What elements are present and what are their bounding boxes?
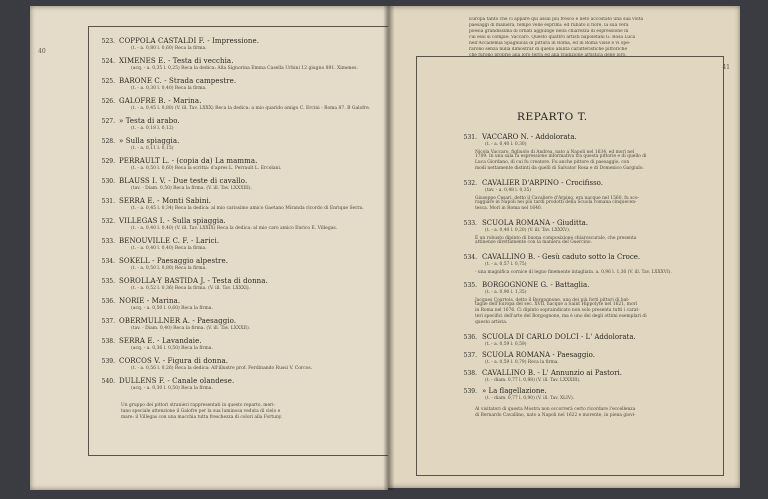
entry-note: (t. - a. 0,50 l. 0,60) Reca la scritta: d'apres L. Perrault L. Ercolani. xyxy=(131,166,282,171)
entry-note: (t. - a. 0,57 l. 0,75) xyxy=(485,262,527,267)
closing-line: tano speciale attenzione il Galofre per la sua luminosa veduta di cielo e xyxy=(121,409,281,414)
closing-line: di Bernardo Cavallino, nato a Napoli nel 1622 e morente, in piena giovi- xyxy=(475,413,636,418)
entry-number: 532. xyxy=(463,180,477,187)
catalog-entry xyxy=(89,317,407,325)
entry-note: (t. - diam. 0,77 l. 0,90) (V. ill. Tav. XLIV). xyxy=(485,396,575,401)
entry-note: (t. - a. 0,45 l. 0,34) Reca la dedica: al mio carissimo amico Gaetano Miranda ricordo di Enrique Serra. xyxy=(131,206,364,211)
catalog-entry xyxy=(89,277,407,285)
entry-title: COPPOLA CASTALDI F. - Impressione. xyxy=(119,37,260,45)
entry-description-line: tesca. Morì in Roma nel 1640. xyxy=(475,206,543,211)
entry-number: 534. xyxy=(463,254,477,261)
entry-note: (t. - a. 0,56 l. 0,26) Reca la dedica: All'illustre prof. Ferdinando Russi V. Corcos. xyxy=(131,366,313,371)
entry-note: (t. - a. 0,40 l. 0,30) xyxy=(485,142,527,147)
entry-description-line: questo artista. xyxy=(475,320,508,325)
catalog-entry xyxy=(417,351,723,359)
entry-title: CORCOS V. - Figura di donna. xyxy=(119,357,229,365)
entry-number: 523. xyxy=(101,38,115,45)
closing-line: mare: il Villegas con una macchia tutta freschezza di colori alla Fortuny. xyxy=(121,415,283,420)
catalog-entry xyxy=(417,281,723,289)
catalog-entry xyxy=(417,133,723,141)
entry-number: 536. xyxy=(463,334,477,341)
entry-title: BARONE C. - Strada campestre. xyxy=(119,77,237,85)
entry-number: 537. xyxy=(463,352,477,359)
entry-note: (t. - a. 0,30 l. 0,40) Reca la firma. xyxy=(131,86,207,91)
entry-title: SERRA E. - Lavandaie. xyxy=(119,337,202,345)
entry-note: (t. - diam. 0,77 l. 0,98) (V. ill. Tav. LXXXIII). xyxy=(485,378,581,383)
entry-note: (acq. - a. 0,30 l. 0,50) Reca la firma. xyxy=(131,386,213,391)
left-page-number: 40 xyxy=(38,48,46,55)
entry-title: CAVALLINO B. - Gesù caduto sotto la Croce. xyxy=(482,253,641,261)
catalog-entry xyxy=(89,57,407,65)
entry-note: (tav. - Diam. 0,40) Reca la firma. (V. ill. Tav. LXXXII). xyxy=(131,326,251,331)
entry-number: 539. xyxy=(101,358,115,365)
entry-number: 535. xyxy=(101,278,115,285)
catalog-entry xyxy=(417,219,723,227)
entry-note: (t. - a. 0,45 l. 0,80) (V. ill. Tav. LXXX) Reca la dedica: a mio quarido amigo C. Ercini - Roma 87. B Galofre. xyxy=(131,106,371,111)
entry-note: (t. - a. 0,50 l. 0,80) Reca la firma. xyxy=(131,266,207,271)
section-title: REPARTO T. xyxy=(517,111,588,123)
entry-title: CAVALIER D'ARPINO - Crocifisso. xyxy=(482,179,603,187)
entry-description-line: È un robusto dipinto di buona composizione chiaroscurale, che presenta xyxy=(475,236,637,241)
entry-number: 535. xyxy=(463,282,477,289)
entry-description-line: Luca Giordano, di cui fu creatore. Fu anche pittore di paesaggio, con xyxy=(475,160,630,165)
entry-note: (acq. - a. 0,35 l. 0,25) Reca la dedica: Alla Signorina Emma Casella Urbini 12 giugno 891. Ximenes. xyxy=(131,66,358,71)
entry-number: 524. xyxy=(101,58,115,65)
catalog-entry xyxy=(89,137,407,145)
entry-note: (t. - a. 0,80 l. 0,60) Reca la firma. xyxy=(131,46,207,51)
entry-description-line: Nicola Vaccaro, figliuolo di Andrea, nato a Napoli nel 1634, ed morì nel xyxy=(475,150,635,155)
entry-title: SERRA E. - Monti Sabini. xyxy=(119,197,212,205)
entry-note: (t. - a. 0,59 l. 0,59) xyxy=(485,342,527,347)
entry-title: » Testa di arabo. xyxy=(119,117,180,125)
closing-line: Al visitatori di questa Mostra non occorrerà certo ricordare l'eccellenza xyxy=(475,407,636,412)
catalog-entry xyxy=(89,357,407,365)
entry-number: 527. xyxy=(101,118,115,125)
catalog-entry xyxy=(89,37,407,45)
left-page-frame xyxy=(88,26,408,456)
catalog-entry xyxy=(89,77,407,85)
catalog-entry xyxy=(89,257,407,265)
right-page-number: 41 xyxy=(722,64,730,71)
entry-note: (t. - a. 0,40 l. 0,20) (V. ill. Tav. LXXXV). xyxy=(485,228,571,233)
entry-title: DULLENS F. - Canale olandese. xyxy=(119,377,235,385)
entry-number: 533. xyxy=(101,238,115,245)
entry-description-line: taglie dell'Europa del sec. XVII, nacque a Saint Hippolyte nel 1621, morì xyxy=(475,302,638,307)
entry-note: (t. - a. 0,18 l. 0,12) xyxy=(131,126,174,131)
entry-number: 533. xyxy=(463,220,477,227)
entry-title: XIMENES E. - Testa di vecchia. xyxy=(119,57,234,65)
intro-line: poesia grandissima di ornati aggiunge nella chiarezza di espressione in xyxy=(469,29,629,34)
entry-title: SOKELL - Paesaggio alpestre. xyxy=(119,257,229,265)
entry-number: 537. xyxy=(101,318,115,325)
entry-number: 531. xyxy=(463,134,477,141)
catalog-entry xyxy=(89,117,407,125)
catalog-entry xyxy=(417,179,723,187)
entry-note: (tav. - a. 0,48 l. 0,35) xyxy=(485,188,531,193)
entry-description-line: 1709. In una sala fu espressione informativa tra questa pittorie e di quello di xyxy=(475,154,647,159)
entry-title: PERRAULT L. - (copia da) La mamma. xyxy=(119,157,258,165)
entry-number: 534. xyxy=(101,258,115,265)
entry-note: (t. - a. 0,59 l. 0,79) Reca la firma. xyxy=(485,360,559,365)
entry-title: VACCARO N. - Addolorata. xyxy=(482,133,577,141)
closing-line: Un gruppo dei pittori stranieri rappresentati in questo reparto, meri- xyxy=(121,403,276,408)
catalog-entry xyxy=(89,337,407,345)
intro-line: Europa tanto che ci appare qui assai più fresco e lieto accostato una sua volta xyxy=(469,17,644,22)
entry-description-line: raggiare in Napoli nei più tardi prodotti della Scuola romana cinquecen- xyxy=(475,200,637,205)
entry-title: OBERMULLNER A. - Paesaggio. xyxy=(119,317,237,325)
entry-title: BENOUVILLE C. F. - Larici. xyxy=(119,237,220,245)
intro-line: nell'Accademia Spagnuola di pittura in Roma, ed in Roma visse e vi ope- xyxy=(469,41,631,46)
entry-number: 530. xyxy=(101,178,115,185)
entry-number: 538. xyxy=(463,370,477,377)
entry-description-line: in Roma nel 1676. Ci dipinto sopraindicato non solo presenta tutti i carat- xyxy=(475,308,640,313)
catalog-entry xyxy=(89,157,407,165)
intro-line: che furono proprie alla loro terra ed alla tradizione artistica delle loro. xyxy=(469,53,627,58)
catalog-entry xyxy=(89,97,407,105)
entry-title: SCUOLA ROMANA - Paesaggio. xyxy=(482,351,595,359)
catalog-entry xyxy=(89,217,407,225)
book-gutter xyxy=(384,6,394,490)
entry-number: 526. xyxy=(101,98,115,105)
catalog-entry xyxy=(89,297,407,305)
right-page-frame xyxy=(416,17,724,476)
entry-description-line: - una magnifica cornice di legno finemente intagliata. a. 0,96 l. 1,36 (V. ill. Tav. LXXXVI). xyxy=(475,270,672,275)
entry-number: 532. xyxy=(101,218,115,225)
entry-note: (t. - a. 0,52 l. 0,36) Reca la firma. (V. ill. Tav. LXXXI). xyxy=(131,286,251,291)
entry-title: CAVALLINO B. - L' Annunzio ai Pastori. xyxy=(482,369,622,377)
entry-title: BLAUSS I. V. - Due teste di cavallo. xyxy=(119,177,248,185)
entry-number: 525. xyxy=(101,78,115,85)
catalog-entry xyxy=(417,369,723,377)
entry-number: 540. xyxy=(101,378,115,385)
entry-title: SCUOLA DI CARLO DOLCI - L' Addolorata. xyxy=(482,333,636,341)
entry-number: 529. xyxy=(101,158,115,165)
entry-description-line: teri specifici dell'arte del Borgognone, ma è uno dei degli ottimi esemplari di xyxy=(475,314,647,319)
entry-number: 528. xyxy=(101,138,115,145)
entry-title: BORGOGNONE G. - Battaglia. xyxy=(482,281,590,289)
entry-note: (tav. - Diam. 0,50) Reca la firma. (V. ill. Tav. LXXXIII). xyxy=(131,186,252,191)
entry-number: 539. xyxy=(463,388,477,395)
entry-title: » Sulla spiaggia. xyxy=(119,137,180,145)
catalog-entry xyxy=(417,333,723,341)
entry-note: (acq. - a. 0,50 l. 0,60) Reca la firma. xyxy=(131,306,213,311)
catalog-entry xyxy=(89,197,407,205)
left-closing-paragraph xyxy=(121,403,282,421)
entry-description-line: Giuseppe Cesari, detto il Cavaliere d'Arpino, era nacque nel 1560, fu sco- xyxy=(475,196,639,201)
entry-title: GALOFRE B. - Marina. xyxy=(119,97,202,105)
entry-title: NORIE - Marina. xyxy=(119,297,181,305)
right-closing-paragraph xyxy=(475,407,636,419)
entry-description-line: attinenze direttamente con la maniera del Guercino. xyxy=(475,240,592,245)
entry-description-line: Jacques Courtois, detto il Borgognone, uno dei più forti pittori di bat- xyxy=(475,298,630,303)
right-page xyxy=(388,6,740,488)
entry-note: (t. - a. 0,40 l. 0,40) Reca la firma. xyxy=(131,246,207,251)
intro-line: rarono senza nulla dimostrar di quello abilità caratteristiche pittoriche xyxy=(469,47,628,52)
entry-note: (t. - a. 0,11 l. 0,15) xyxy=(131,146,174,151)
catalog-entry xyxy=(89,377,407,385)
entry-note: (t. - a. 0,90 l. 1,35) xyxy=(485,290,527,295)
entry-number: 531. xyxy=(101,198,115,205)
left-page xyxy=(30,6,388,490)
catalog-entry xyxy=(89,237,407,245)
intro-line: paesaggi di maniera, tempo velle esprimi: ed rubato il fiore, la sua vera xyxy=(469,23,629,28)
catalog-entry xyxy=(89,177,407,185)
entry-number: 536. xyxy=(101,298,115,305)
entry-title: SCUOLA ROMANA - Giuditta. xyxy=(482,219,589,227)
entry-note: (acq. - a. 0,36 l. 0,50) Reca la firma. xyxy=(131,346,213,351)
right-intro-paragraph xyxy=(469,17,684,59)
entry-title: VILLEGAS I. - Sulla spiaggia. xyxy=(119,217,226,225)
entry-number: 538. xyxy=(101,338,115,345)
entry-note: (t. - a. 0,40 l. 0,40) (V. ill. Tav. LXXIX) Reca la dedica: al mio caro amico Enrico E. Villegas. xyxy=(131,226,338,231)
entry-title: » La flagellazione. xyxy=(482,387,547,395)
entry-description-line: modi nettamente distinti da quelli di Salvator Rosa e di Domenico Gargiulo. xyxy=(475,166,644,171)
intro-line: cui essi si compie: Vaccaro. Questo quattro artisti napoletani G. Rosa Luca xyxy=(469,35,636,40)
catalog-entry xyxy=(417,387,723,395)
entry-title: SOROLLA-Y BASTIDA J. - Testa di donna. xyxy=(119,277,268,285)
catalog-entry xyxy=(417,253,723,261)
